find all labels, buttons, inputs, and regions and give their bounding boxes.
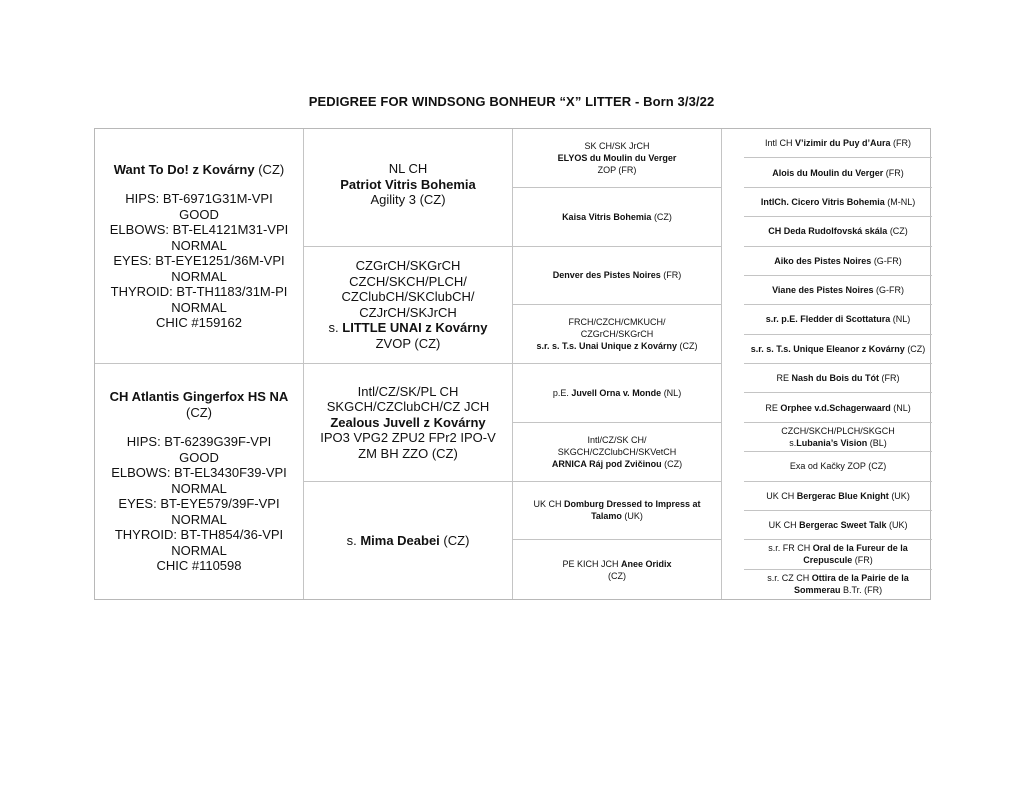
dam-health-line: GOOD [179, 449, 219, 465]
ancestor-prefix: p.E. [552, 387, 572, 398]
grandparent-title: CZGrCH/SKGrCH [355, 258, 461, 274]
ancestor-title: SK CH/SK JrCH [584, 140, 650, 151]
ancestor-suffix: (FR) [883, 167, 904, 178]
ancestor-prefix: RE [765, 402, 781, 413]
dam-health-line: NORMAL [171, 542, 227, 558]
ancestor-suffix: (FR) [879, 373, 900, 384]
gen4-cell [744, 540, 932, 569]
gen3-dss-cell [513, 364, 722, 423]
grandparent-name: LITTLE UNAI z Kovárny [342, 320, 488, 336]
gen3-dds-cell [513, 482, 722, 541]
ancestor-prefix: s.r. FR CH [768, 543, 813, 554]
dam-health-line: ELBOWS: BT-EL3430F39-VPI [111, 465, 287, 481]
dam-health-line: NORMAL [171, 511, 227, 527]
ancestor-suffix: (CZ) [677, 341, 698, 352]
sire-health-line: THYROID: BT-TH1183/31M-PI [110, 284, 288, 299]
ancestor-name: Ottira de la Pairie de la [811, 573, 909, 584]
ancestor-prefix: Intl CH [765, 138, 796, 149]
page-title: PEDIGREE FOR WINDSONG BONHEUR “X” LITTER - Born 3/3/22 [308, 94, 715, 109]
grandsire-maternal-cell [304, 364, 513, 482]
grandparent-suffix: ZVOP (CZ) [375, 335, 441, 351]
ancestor-name: Viane des Pistes Noires [772, 285, 874, 296]
ancestor-name: Nash du Bois du Tót [791, 373, 880, 384]
ancestor-suffix: B.Tr. (FR) [840, 585, 883, 596]
gen4-cell [744, 423, 932, 452]
ancestor-suffix: (G-FR) [871, 255, 902, 266]
ancestor-suffix: (FR) [660, 270, 682, 281]
ancestor-suffix: (BL) [867, 437, 887, 448]
ancestor-name: V’izimir du Puy d’Aura [795, 138, 891, 149]
gen4-cell [744, 217, 932, 246]
ancestor-name: Crepuscule [803, 555, 853, 566]
sire-health-line: CHIC #159162 [156, 315, 242, 330]
grandparent-suffix: (CZ) [439, 532, 470, 548]
ancestor-suffix: (G-FR) [873, 285, 904, 296]
gen3-ssd-cell [513, 188, 722, 247]
ancestor-suffix: (FR) [852, 555, 873, 566]
ancestor-prefix: UK CH [768, 520, 800, 531]
ancestor-name: IntlCh. Cicero Vitris Bohemia [760, 196, 885, 207]
ancestor-title: Intl/CZ/SK CH/ [587, 434, 647, 445]
ancestor-name: Kaisa Vitris Bohemia [562, 211, 652, 222]
ancestor-prefix: s.r. CZ CH [767, 573, 812, 584]
grandparent-prefix: s. [328, 320, 343, 336]
ancestor-name: Alois du Moulin du Verger [772, 167, 884, 178]
sire-cell [95, 129, 304, 364]
sire-health-line: NORMAL [171, 299, 227, 315]
ancestor-title: CZCH/SKCH/PLCH/SKGCH [781, 425, 895, 436]
dam-health-line: HIPS: BT-6239G39F-VPI [126, 434, 272, 450]
dam-health-line: NORMAL [171, 480, 227, 496]
ancestor-suffix: (CZ) [887, 226, 908, 237]
sire-health-line: ELBOWS: BT-EL4121M31-VPI [109, 222, 289, 237]
granddam-paternal-cell [304, 247, 513, 365]
grandparent-title: SKGCH/CZClubCH/CZ JCH [326, 399, 490, 414]
dam-health-line: CHIC #110598 [156, 558, 242, 574]
ancestor-prefix: UK CH [533, 499, 564, 510]
ancestor-suffix: (UK) [621, 511, 643, 522]
sire-country: (CZ) [254, 161, 285, 177]
ancestor-suffix: (UK) [888, 490, 910, 501]
gen4-cell [744, 129, 932, 158]
gen3-sdd-cell [513, 305, 722, 364]
ancestor-name: ARNICA Ráj pod Zvičinou [551, 458, 662, 469]
ancestor-suffix: (NL) [661, 387, 682, 398]
grandparent-title: Intl/CZ/SK/PL CH [357, 383, 459, 399]
sire-health-line: GOOD [179, 206, 219, 222]
ancestor-prefix: UK CH [766, 490, 797, 501]
gen4-cell [744, 511, 932, 540]
ancestor-name: Lubania’s Vision [796, 437, 868, 448]
gen4-cell [744, 482, 932, 511]
ancestor-suffix: (CZ) [651, 211, 672, 222]
ancestor-suffix: (UK) [886, 520, 908, 531]
pedigree-table [94, 128, 931, 600]
ancestor-name: Domburg Dressed to Impress at [563, 499, 701, 510]
gen3-dsd-cell [513, 423, 722, 482]
ancestor-name: Talamo [591, 511, 622, 522]
grandparent-title: CZCH/SKCH/PLCH/ [349, 273, 467, 289]
ancestor-suffix: (M-NL) [884, 196, 916, 207]
sire-health-line: NORMAL [171, 268, 227, 284]
sire-health-line: NORMAL [171, 237, 227, 253]
grandparent-title: CZClubCH/SKClubCH/ [341, 289, 475, 305]
ancestor-suffix: (NL) [890, 314, 911, 325]
gen4-cell [744, 335, 932, 364]
dam-health-line: THYROID: BT-TH854/36-VPI [114, 527, 284, 543]
ancestor-suffix: (CZ) [904, 343, 926, 354]
grandparent-title: NL CH [388, 161, 428, 176]
ancestor-name: CH Deda Rudolfovská skála [768, 226, 888, 237]
grandparent-name: Zealous Juvell z Kovárny [330, 414, 486, 430]
ancestor-name: Orphee v.d.Schagerwaard [780, 402, 891, 413]
gen4-cell [744, 570, 932, 599]
grandparent-suffix: Agility 3 (CZ) [370, 192, 446, 207]
gen3-ddd-cell [513, 540, 722, 599]
ancestor-suffix: (FR) [890, 138, 912, 149]
sire-health-line: HIPS: BT-6971G31M-VPI [125, 191, 273, 206]
gen3-sss-cell [513, 129, 722, 188]
ancestor-name: ELYOS du Moulin du Verger [557, 152, 677, 163]
ancestor-suffix: (CZ) [661, 458, 683, 469]
grandsire-paternal-cell [304, 129, 513, 247]
ancestor-suffix: (CZ) [608, 570, 626, 581]
ancestor-prefix: s. [789, 437, 797, 448]
ancestor-name: Bergerac Sweet Talk [799, 520, 887, 531]
ancestor-name: s.r. s. T.s. Unai Unique z Kovárny [536, 341, 678, 352]
gen4-cell [744, 305, 932, 334]
gen4-cell [744, 276, 932, 305]
ancestor-suffix: (NL) [890, 402, 911, 413]
ancestor-name: Aiko des Pistes Noires [774, 255, 872, 266]
gen4-cell [744, 393, 932, 422]
grandparent-suffix: IPO3 VPG2 ZPU2 FPr2 IPO-V [320, 430, 496, 445]
dam-country: (CZ) [186, 404, 212, 420]
ancestor-title: SKGCH/CZClubCH/SKVetCH [557, 446, 677, 457]
ancestor-name: Oral de la Fureur de la [812, 543, 908, 554]
sire-health-line: EYES: BT-EYE1251/36M-VPI [113, 253, 285, 268]
ancestor-prefix: PE KICH JCH [562, 558, 621, 569]
ancestor-prefix: RE [776, 373, 792, 384]
ancestor-name: Juvell Orna v. Monde [571, 387, 662, 398]
grandparent-name: Patriot Vitris Bohemia [340, 176, 476, 192]
ancestor-name: Anee Oridix [621, 558, 672, 569]
grandparent-suffix: ZM BH ZZO (CZ) [358, 445, 458, 461]
ancestor-name: Denver des Pistes Noires [552, 270, 661, 281]
granddam-maternal-cell [304, 482, 513, 600]
grandparent-name: Mima Deabei [360, 532, 440, 548]
ancestor-name: Exa od Kačky ZOP (CZ) [789, 461, 887, 472]
gen4-cell [744, 364, 932, 393]
gen4-cell [744, 188, 932, 217]
dam-name: CH Atlantis Gingerfox HS NA [109, 389, 289, 405]
ancestor-title: CZGrCH/SKGrCH [580, 329, 654, 340]
ancestor-title: FRCH/CZCH/CMKUCH/ [568, 317, 666, 328]
gen4-cell [744, 158, 932, 187]
ancestor-name: s.r. p.E. Fledder di Scottatura [765, 314, 891, 325]
ancestor-name: Bergerac Blue Knight [796, 490, 889, 501]
ancestor-name: s.r. s. T.s. Unique Eleanor z Kovárny [750, 343, 905, 354]
grandparent-title: CZJrCH/SKJrCH [359, 304, 457, 320]
dam-cell [95, 364, 304, 599]
ancestor-name: Sommerau [793, 585, 841, 596]
gen4-cell [744, 452, 932, 481]
gen4-column [722, 129, 932, 599]
gen3-sds-cell [513, 247, 722, 306]
sire-name: Want To Do! z Kovárny [113, 161, 255, 177]
ancestor-suffix: ZOP (FR) [597, 164, 637, 175]
dam-health-line: EYES: BT-EYE579/39F-VPI [118, 496, 280, 512]
grandparent-prefix: s. [346, 532, 361, 548]
gen4-cell [744, 247, 932, 276]
